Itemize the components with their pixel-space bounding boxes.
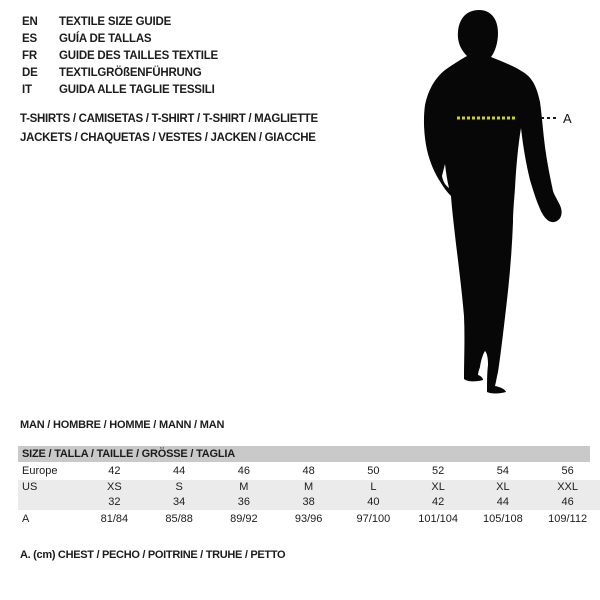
table-cell: 36 <box>237 496 250 508</box>
table-cell: 46 <box>561 496 574 508</box>
table-cell: XL <box>431 481 445 493</box>
measure-legend: A. (cm) CHEST / PECHO / POITRINE / TRUHE / PETTO <box>20 549 286 561</box>
language-row-it <box>22 81 218 98</box>
category-tshirts: T-SHIRTS / CAMISETAS / T-SHIRT / T-SHIRT / MAGLIETTE <box>20 113 318 125</box>
row-label: US <box>22 481 38 493</box>
table-cell: 52 <box>432 465 445 477</box>
table-row-us <box>18 480 600 495</box>
table-cell: 54 <box>496 465 509 477</box>
table-cell: XL <box>496 481 510 493</box>
table-cell: 44 <box>173 465 186 477</box>
table-cell: 46 <box>237 465 250 477</box>
table-cell: 101/104 <box>418 513 458 525</box>
language-code: EN <box>22 15 38 28</box>
table-cell: 81/84 <box>100 513 129 525</box>
language-label: TEXTILGRÖßENFÜHRUNG <box>59 66 202 79</box>
language-label: GUIDE DES TAILLES TEXTILE <box>59 49 218 62</box>
size-table-header: SIZE / TALLA / TAILLE / GRÖSSE / TAGLIA <box>18 446 590 462</box>
table-cell: 97/100 <box>356 513 391 525</box>
table-cell: 109/112 <box>548 513 588 525</box>
table-cell: 34 <box>173 496 186 508</box>
table-cell: L <box>370 481 377 493</box>
table-cell: XXL <box>557 481 579 493</box>
table-cell: 32 <box>108 496 121 508</box>
table-row-us-numeric <box>18 495 600 510</box>
table-cell: M <box>239 481 249 493</box>
language-code: DE <box>22 66 38 79</box>
table-cell: 89/92 <box>230 513 258 525</box>
garment-categories <box>20 110 318 148</box>
row-label: Europe <box>22 465 58 477</box>
measure-label-a: A <box>563 111 572 126</box>
language-code: FR <box>22 49 37 62</box>
language-row-fr <box>22 47 218 64</box>
category-jackets: JACKETS / CHAQUETAS / VESTES / JACKEN / GIACCHE <box>20 132 316 144</box>
language-row-en <box>22 13 218 30</box>
table-cell: 42 <box>432 496 445 508</box>
table-cell: S <box>175 481 183 493</box>
table-cell: 42 <box>108 465 121 477</box>
table-cell: 85/88 <box>165 513 193 525</box>
language-code: IT <box>22 83 32 96</box>
table-cell: 44 <box>496 496 509 508</box>
row-label: A <box>22 513 30 525</box>
man-silhouette <box>424 10 562 394</box>
table-cell: 40 <box>367 496 380 508</box>
us-size-band <box>18 480 600 510</box>
language-label: GUÍA DE TALLAS <box>59 32 152 45</box>
language-label: GUIDA ALLE TAGLIE TESSILI <box>59 83 215 96</box>
table-cell: 105/108 <box>482 513 523 525</box>
table-cell: XS <box>107 481 122 493</box>
table-cell: 93/96 <box>294 513 323 525</box>
table-row-chest <box>18 510 600 529</box>
table-cell: 48 <box>302 465 315 477</box>
table-row-europe <box>18 463 600 480</box>
man-silhouette-figure <box>395 0 600 400</box>
size-table <box>18 446 600 529</box>
language-title-list <box>22 13 218 98</box>
table-cell: 56 <box>561 465 574 477</box>
table-cell: M <box>304 481 314 493</box>
language-label: TEXTILE SIZE GUIDE <box>59 15 172 28</box>
language-row-de <box>22 64 218 81</box>
language-code: ES <box>22 32 37 45</box>
table-cell: 50 <box>367 465 380 477</box>
section-title-man: MAN / HOMBRE / HOMME / MANN / MAN <box>20 419 225 431</box>
table-cell: 38 <box>302 496 315 508</box>
language-row-es <box>22 30 218 47</box>
row-label <box>18 495 82 510</box>
